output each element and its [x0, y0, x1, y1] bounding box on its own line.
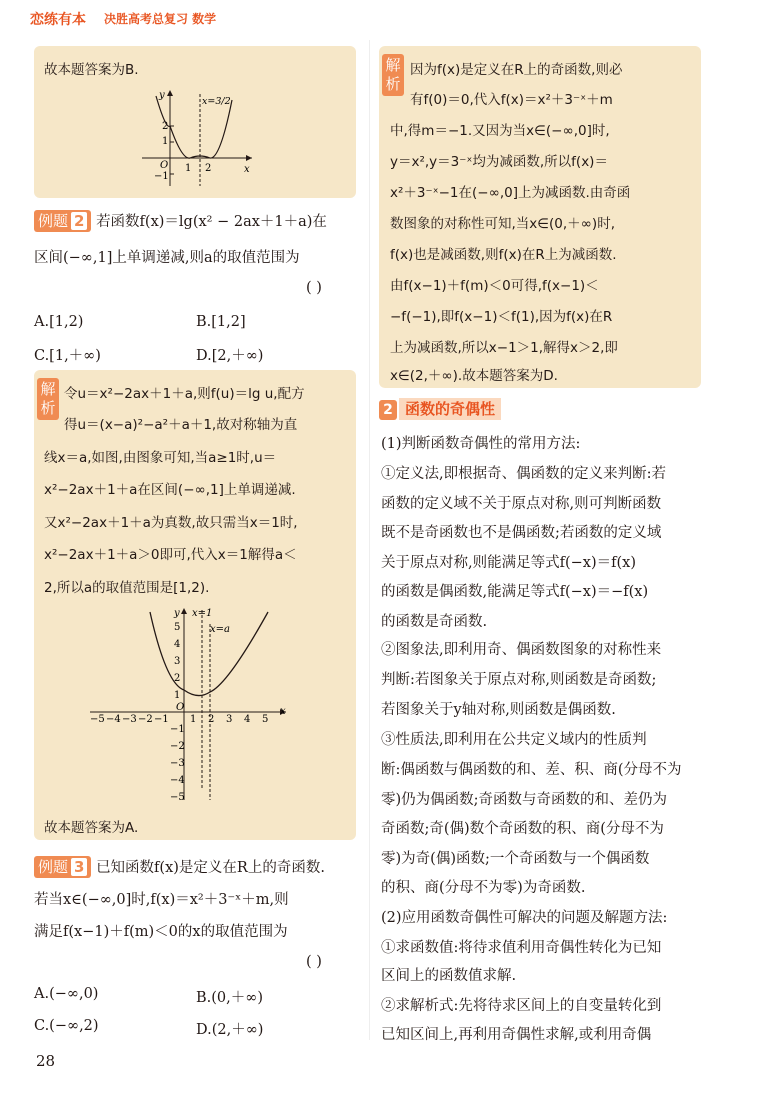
graph1-tick-x1: 1: [185, 163, 192, 174]
example-3-option-d: D.(2,＋∞): [196, 1022, 264, 1038]
graph1-origin: O: [160, 160, 169, 171]
example-3-option-c: C.(−∞,2): [34, 1018, 99, 1034]
solution-2-line-4: x²−2ax＋1＋a在区间(−∞,1]上单调递减.: [44, 482, 296, 498]
example-2-line-1: [34, 210, 327, 232]
graph2-tick-x-5: −5: [90, 714, 105, 725]
solution-3-line-5: x²＋3⁻ˣ−1在(−∞,0]上为减函数.由奇函: [390, 185, 631, 201]
graph-1: [140, 86, 260, 190]
solution-3-tag: 解析: [382, 54, 404, 96]
body-line-2: ①定义法,即根据奇、偶函数的定义来判断:若: [381, 466, 666, 482]
graph2-label-x1: x=1: [192, 608, 213, 619]
graph2-tick-x4: 4: [244, 714, 251, 725]
graph2-origin: O: [176, 702, 185, 713]
body-line-10: 若图象关于y轴对称,则函数是偶函数.: [381, 702, 616, 718]
example-3-tag: 例题 3: [34, 856, 91, 878]
example-3-line-3: 满足f(x−1)＋f(m)＜0的x的取值范围为: [34, 924, 288, 940]
example-3-option-a: A.(−∞,0): [34, 986, 99, 1002]
graph2-tick-y4: 4: [174, 639, 181, 650]
page-header: [0, 0, 762, 34]
graph2-tick-y2: 2: [174, 673, 181, 684]
body-line-13: 零)仍为偶函数;奇函数与奇函数的和、差仍为: [381, 792, 668, 808]
graph-2: [88, 604, 298, 804]
answer-1: 故本题答案为B.: [44, 62, 139, 78]
graph1-tick-y1: 1: [162, 136, 169, 147]
solution-2-line-6: x²−2ax＋1＋a＞0即可,代入x＝1解得a＜: [44, 547, 297, 563]
body-line-18: ①求函数值:将待求值利用奇偶性转化为已知: [381, 940, 662, 956]
solution-2-line-2: 得u＝(x−a)²−a²＋a＋1,故对称轴为直: [64, 417, 298, 433]
example-2-option-b: B.[1,2]: [196, 314, 246, 330]
example-2-option-d: D.[2,＋∞): [196, 348, 264, 364]
graph2-tick-x2: 2: [208, 714, 215, 725]
body-line-9: 判断:若图象关于原点对称,则函数是奇函数;: [381, 672, 657, 688]
example-3-option-b: B.(0,＋∞): [196, 990, 263, 1006]
graph2-tick-y1: 1: [174, 690, 181, 701]
solution-2-line-7: 2,所以a的取值范围是[1,2).: [44, 580, 210, 596]
solution-3-line-10: 上为减函数,所以x−1＞1,解得x＞2,即: [390, 340, 618, 356]
graph1-tick-y-1: −1: [154, 171, 169, 182]
example-2-text-1: 若函数f(x)＝lg(x² − 2ax＋1＋a)在: [96, 214, 327, 230]
graph2-y-label: y: [174, 608, 180, 619]
body-line-5: 关于原点对称,则能满足等式f(−x)＝f(x): [381, 555, 636, 571]
graph2-tick-x-1: −1: [154, 714, 169, 725]
graph2-tick-y-1: −1: [170, 724, 185, 735]
example-3-line-2: 若当x∈(−∞,0]时,f(x)＝x²＋3⁻ˣ＋m,则: [34, 892, 289, 908]
body-line-11: ③性质法,即利用在公共定义域内的性质判: [381, 732, 647, 748]
example-2-option-c: C.[1,＋∞): [34, 348, 101, 364]
solution-2-tag: 解析: [37, 378, 59, 420]
graph1-y-label: y: [159, 90, 165, 101]
solution-3-line-1: 因为f(x)是定义在R上的奇函数,则必: [410, 62, 623, 78]
body-line-7: 的函数是奇函数.: [381, 614, 488, 630]
example-3-text-1: 已知函数f(x)是定义在R上的奇函数.: [96, 860, 325, 876]
section-number: 2: [379, 400, 397, 420]
graph2-tick-x-4: −4: [106, 714, 121, 725]
graph2-tick-y-5: −5: [170, 792, 185, 803]
body-line-4: 既不是奇函数也不是偶函数;若函数的定义域: [381, 525, 662, 541]
solution-3-line-6: 数图象的对称性可知,当x∈(0,＋∞)时,: [390, 216, 615, 232]
example-2-line-2: 区间(−∞,1]上单调递减,则a的取值范围为: [34, 250, 300, 266]
example-3-paren: ( ): [306, 954, 322, 970]
body-line-3: 函数的定义域不关于原点对称,则可判断函数: [381, 496, 662, 512]
graph1-tick-x2: 2: [205, 163, 212, 174]
graph2-label-xa: x=a: [210, 624, 230, 635]
section-title: 函数的奇偶性: [399, 398, 501, 420]
graph2-tick-y-3: −3: [170, 758, 185, 769]
solution-2-answer: 故本题答案为A.: [44, 820, 139, 836]
solution-3-line-4: y＝x²,y＝3⁻ˣ均为减函数,所以f(x)＝: [390, 154, 608, 170]
body-line-6: 的函数是偶函数,能满足等式f(−x)＝−f(x): [381, 584, 649, 600]
solution-3-line-9: −f(−1),即f(x−1)＜f(1),因为f(x)在R: [390, 309, 613, 325]
body-line-21: 已知区间上,再利用奇偶性求解,或利用奇偶: [381, 1027, 652, 1043]
graph2-tick-x-3: −3: [122, 714, 137, 725]
graph1-tick-y2: 2: [162, 121, 169, 132]
solution-3-line-3: 中,得m＝−1.又因为当x∈(−∞,0]时,: [390, 123, 610, 139]
graph2-tick-x-2: −2: [138, 714, 153, 725]
example-2-tag: 例题 2: [34, 210, 91, 232]
solution-2-line-3: 线x＝a,如图,由图象可知,当a≥1时,u＝: [44, 450, 277, 466]
example-2-paren: ( ): [306, 280, 322, 296]
body-line-8: ②图象法,即利用奇、偶函数图象的对称性来: [381, 642, 662, 658]
graph2-tick-y5: 5: [174, 622, 181, 633]
body-line-14: 奇函数;奇(偶)数个奇函数的积、商(分母不为: [381, 821, 664, 837]
brand-logo: 恋练有本: [30, 12, 86, 28]
body-line-15: 零)为奇(偶)函数;一个奇函数与一个偶函数: [381, 851, 650, 867]
section-heading: [379, 398, 501, 420]
graph1-vline-label: x=3/2: [202, 96, 231, 107]
graph2-tick-y3: 3: [174, 656, 181, 667]
body-line-16: 的积、商(分母不为零)为奇函数.: [381, 880, 586, 896]
body-line-1: (1)判断函数奇偶性的常用方法:: [381, 436, 581, 452]
example-2-option-a: A.[1,2): [34, 314, 84, 330]
graph2-x-label: x: [280, 706, 286, 717]
graph2-tick-y-2: −2: [170, 741, 185, 752]
graph2-tick-y-4: −4: [170, 775, 185, 786]
body-line-17: (2)应用函数奇偶性可解决的问题及解题方法:: [381, 910, 668, 926]
graph2-tick-x3: 3: [226, 714, 233, 725]
column-divider: [369, 40, 370, 1040]
solution-2-line-5: 又x²−2ax＋1＋a为真数,故只需当x＝1时,: [44, 515, 298, 531]
body-line-19: 区间上的函数值求解.: [381, 968, 517, 984]
solution-3-line-11: x∈(2,＋∞).故本题答案为D.: [390, 368, 558, 384]
solution-3-line-7: f(x)也是减函数,则f(x)在R上为减函数.: [390, 247, 617, 263]
solution-3-line-2: 有f(0)＝0,代入f(x)＝x²＋3⁻ˣ＋m: [410, 92, 613, 108]
graph2-tick-x1: 1: [190, 714, 197, 725]
series-title: 决胜高考总复习 数学: [104, 12, 217, 26]
solution-2-line-1: 令u＝x²−2ax＋1＋a,则f(u)＝lg u,配方: [64, 386, 305, 402]
graph1-x-label: x: [244, 164, 250, 175]
example-3-line-1: [34, 856, 325, 878]
body-line-20: ②求解析式:先将待求区间上的自变量转化到: [381, 998, 662, 1014]
solution-3-line-8: 由f(x−1)＋f(m)＜0可得,f(x−1)＜: [390, 278, 599, 294]
graph2-tick-x5: 5: [262, 714, 269, 725]
page-number: 28: [36, 1052, 56, 1070]
body-line-12: 断:偶函数与偶函数的和、差、积、商(分母不为: [381, 762, 682, 778]
